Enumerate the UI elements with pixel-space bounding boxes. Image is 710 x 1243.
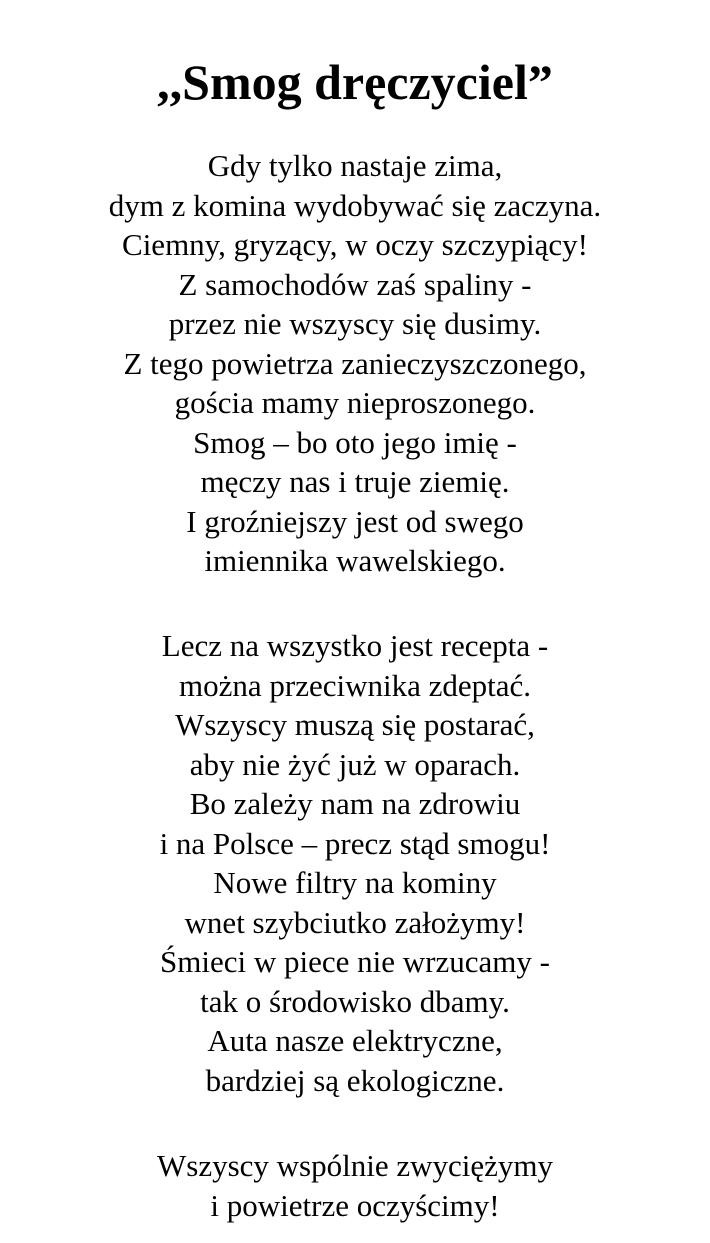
stanza-2 (0, 626, 710, 1100)
poem-line: Bo zależy nam na zdrowiu (189, 786, 521, 821)
poem-line: tak o środowisko dbamy. (200, 983, 510, 1019)
poem-line: można przeciwnika zdeptać. (178, 667, 531, 703)
poem-line: Z tego powietrza zanieczyszczonego, (123, 345, 587, 381)
stanza-3 (0, 1146, 710, 1225)
poem-title: ,,Smog dręczyciel” (157, 54, 553, 110)
poem-line: Lecz na wszystko jest recepta - (161, 628, 549, 663)
poem-line: Smog – bo oto jego imię - (193, 424, 517, 460)
poem-line: męczy nas i truje ziemię. (200, 464, 510, 499)
poem-line: I groźniejszy jest od swego (186, 503, 524, 539)
poem-line: przez nie wszyscy się dusimy. (168, 306, 542, 341)
poem-line: imiennika wawelskiego. (204, 543, 506, 578)
poem-line: Gdy tylko nastaje zima, (207, 148, 503, 183)
poem-line: wnet szybciutko założymy! (184, 904, 526, 940)
poem-line: Ciemny, gryzący, w oczy szczypiący! (122, 227, 588, 262)
stanza-1 (0, 146, 710, 581)
poem-line: Auta nasze elektryczne, (207, 1023, 503, 1058)
poem-line: aby nie żyć już w oparach. (189, 746, 521, 782)
poem-line: gościa mamy nieproszonego. (174, 385, 536, 420)
poem-line: i na Polsce – precz stąd smogu! (159, 825, 551, 861)
poem-line: dym z komina wydobywać się zaczyna. (108, 187, 602, 223)
poem-line: Z samochodów zaś spaliny - (178, 266, 532, 302)
poem-line: Wszyscy muszą się postarać, (175, 707, 535, 742)
poem-line: Śmieci w piece nie wrzucamy - (160, 944, 550, 979)
poem-line: Nowe filtry na kominy (213, 865, 497, 900)
poem-line: i powietrze oczyścimy! (210, 1187, 500, 1223)
poem-line: bardziej są ekologiczne. (205, 1062, 505, 1098)
poem-line: Wszyscy wspólnie zwyciężymy (157, 1148, 553, 1183)
